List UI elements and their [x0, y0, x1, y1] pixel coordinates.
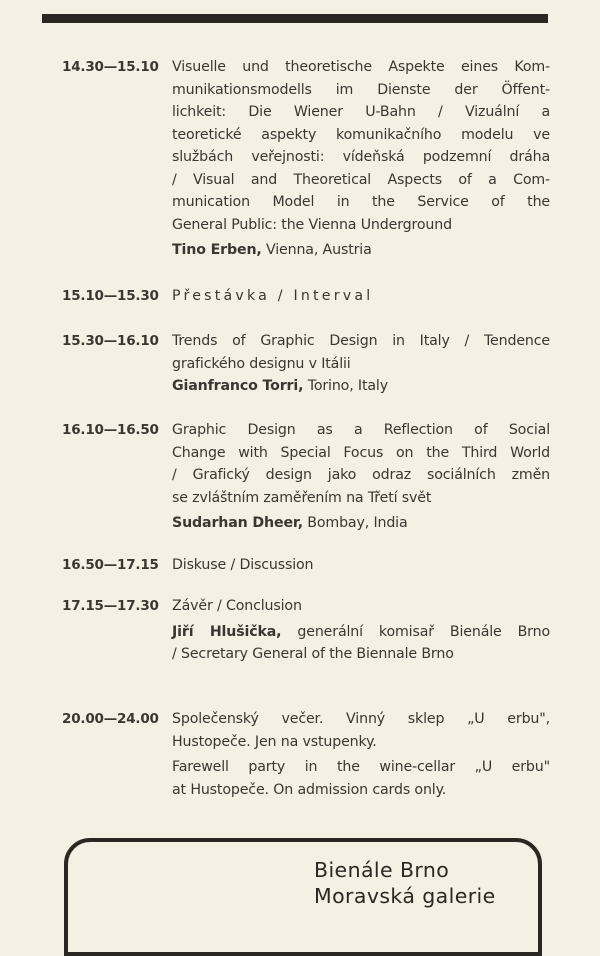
time-slot: 15.30—16.10: [62, 333, 159, 349]
talk-title-line: Závěr / Conclusion: [172, 598, 302, 614]
talk-title-line: / Grafický design jako odraz sociálních změn: [172, 467, 550, 483]
speaker-role-line: / Secretary General of the Biennale Brno: [172, 646, 454, 662]
speaker: [172, 375, 550, 398]
speaker: [172, 621, 550, 644]
event-line: Hustopeče. Jen na vstupenky.: [172, 733, 377, 750]
speaker-location: Vienna, Austria: [261, 242, 372, 258]
entry-body: [172, 56, 550, 262]
speaker-role: generální komisař Bienále Brno: [281, 623, 550, 640]
time-slot: 20.00—24.00: [62, 711, 159, 727]
talk-title-line: munikationsmodells im Dienste der Öffent-: [172, 81, 550, 98]
talk-title-line: munication Model in the Service of the: [172, 194, 550, 210]
time-slot: 17.15—17.30: [62, 598, 159, 614]
time-slot: 14.30—15.10: [62, 59, 159, 75]
entry-body: [172, 708, 550, 801]
time-slot: 16.10—16.50: [62, 422, 159, 438]
footer-organizer: Bienále Brno: [314, 858, 450, 882]
interval-label: Přestávka / Interval: [172, 288, 374, 304]
talk-title-line: Diskuse / Discussion: [172, 557, 314, 573]
talk-title-line: službách veřejnosti: vídeňská podzemní dráha: [172, 149, 550, 165]
talk-title-line: teoretické aspekty komunikačního modelu ve: [172, 126, 550, 143]
speaker-location: Torino, Italy: [303, 378, 388, 394]
talk-title-line: / Visual and Theoretical Aspects of a Com-: [172, 171, 550, 188]
event-line: at Hustopeče. On admission cards only.: [172, 781, 447, 798]
speaker-name: Tino Erben,: [172, 242, 262, 258]
time-slot: 16.50—17.15: [62, 557, 159, 573]
talk-title-line: lichkeit: Die Wiener U-Bahn / Vizuální a: [172, 104, 550, 120]
top-rule: [42, 14, 548, 23]
talk-title-line: Graphic Design as a Reflection of Social: [172, 422, 550, 438]
entry-body: [172, 419, 550, 535]
talk-title-line: se zvláštním zaměřením na Třetí svět: [172, 489, 432, 506]
entry-body: [172, 554, 550, 577]
talk-title-line: Change with Special Focus on the Third World: [172, 444, 550, 461]
talk-title-line: grafického designu v Itálii: [172, 355, 351, 372]
time-slot: 15.10—15.30: [62, 288, 159, 304]
entry-body: [172, 595, 550, 666]
speaker: [172, 239, 550, 262]
footer-gallery: Moravská galerie: [314, 884, 496, 908]
talk-title-line: Trends of Graphic Design in Italy / Tendence: [172, 333, 550, 349]
talk-title-line: General Public: the Vienna Underground: [172, 216, 452, 233]
speaker-location: Bombay, India: [302, 515, 408, 531]
speaker: [172, 512, 550, 535]
entry-body: [172, 285, 550, 308]
talk-title-line: Visuelle und theoretische Aspekte eines Kom-: [172, 59, 550, 75]
speaker-name: Jiří Hlušička,: [172, 623, 282, 640]
entry-body: [172, 330, 550, 398]
event-line: Společenský večer. Vinný sklep „U erbu",: [172, 711, 550, 727]
event-line: Farewell party in the wine-cellar „U erbu": [172, 759, 550, 775]
speaker-name: Gianfranco Torri,: [172, 378, 304, 394]
speaker-name: Sudarhan Dheer,: [172, 515, 303, 531]
